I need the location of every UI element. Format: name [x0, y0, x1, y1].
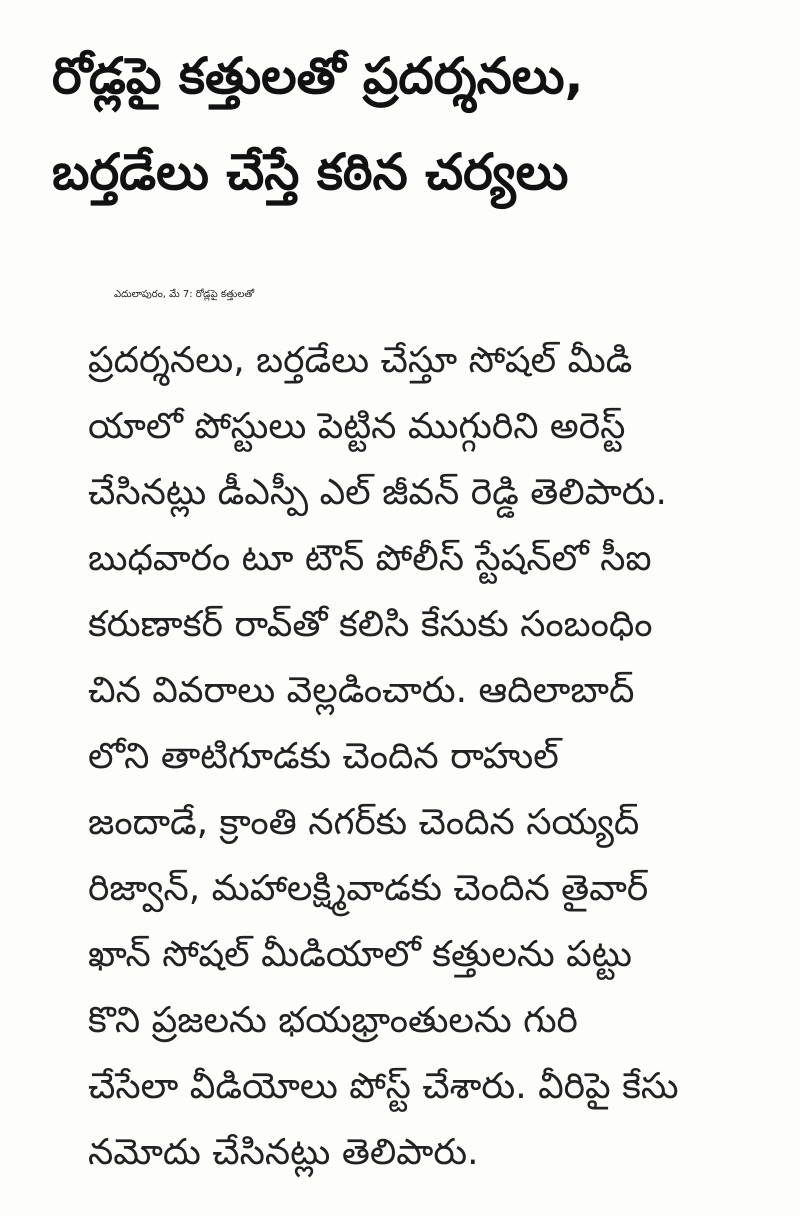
body-line-2: ప్రదర్శనలు, బర్తడేలు చేస్తూ సోషల్ మీడి: [88, 340, 633, 381]
body-line-11: ఖాన్ సోషల్ మీడియాలో కత్తులను పట్టు: [88, 934, 632, 975]
body-line-7: చిన వివరాలు వెల్లడించారు. ఆదిలాబాద్: [88, 670, 635, 711]
body-line-8: లోని తాటిగూడకు చెందిన రాహుల్: [88, 736, 559, 777]
body-line-5: బుధవారం టూ టౌన్ పోలీస్ స్టేషన్‌లో సీఐ: [88, 538, 652, 579]
headline: [52, 28, 772, 220]
body-line-12: కొని ప్రజలను భయభ్రాంతులను గురి: [88, 1000, 578, 1041]
body-line-13: చేసేలా వీడియోలు పోస్ట్ చేశారు. వీరిపై కేసు: [88, 1066, 679, 1107]
headline-line-2: బర్తడేలు చేస్తే కఠిన చర్యలు: [52, 143, 569, 201]
body-line-6: కరుణాకర్ రావ్‌తో కలిసి కేసుకు సంబంధిం: [88, 604, 653, 645]
article-body: [88, 262, 768, 1186]
headline-line-1: రోడ్లపై కత్తులతో ప్రదర్శనలు,: [52, 47, 584, 105]
body-line-4: చేసినట్లు డీఎస్పీ ఎల్ జీవన్ రెడ్డి తెలిపారు.: [88, 472, 667, 513]
body-line-1: ఎదులాపురం, మే 7: రోడ్లపై కత్తులతో: [114, 289, 255, 300]
body-line-10: రిజ్వాన్, మహాలక్ష్మివాడకు చెందిన తైవార్: [88, 868, 649, 909]
body-line-14: నమోదు చేసినట్లు తెలిపారు.: [88, 1132, 479, 1173]
body-line-9: జందాడే, క్రాంతి నగర్‌కు చెందిన సయ్యద్: [88, 802, 640, 843]
body-line-3: యాలో పోస్టులు పెట్టిన ముగ్గురిని అరెస్ట్: [88, 406, 626, 447]
